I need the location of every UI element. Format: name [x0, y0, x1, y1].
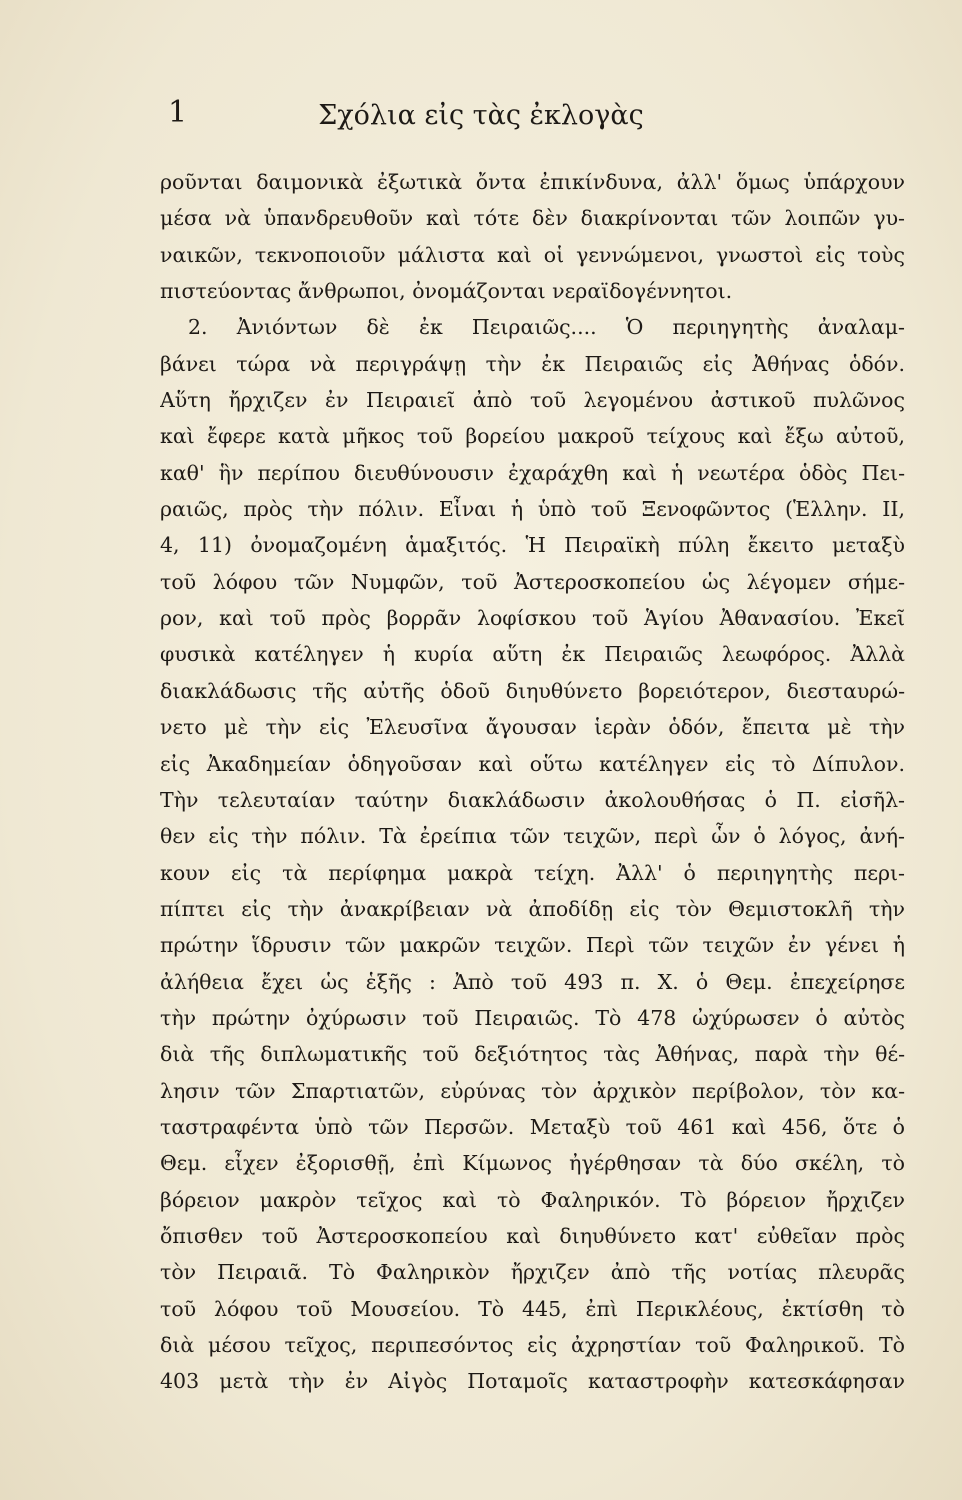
text-line: διακλάδωσις τῆς αὐτῆς ὁδοῦ διηυθύνετο βορειότερον, διεσταυρώ-	[160, 678, 905, 703]
text-line: 4, 11) ὀνομαζομένη ἁμαξιτός. Ἡ Πειραϊκὴ πύλη ἔκειτο μεταξὺ	[160, 533, 905, 558]
text-line: 403 μετὰ τὴν ἐν Αἰγὸς Ποταμοῖς καταστροφὴν κατεσκάφησαν	[160, 1369, 905, 1394]
text-line: Θεμ. εἶχεν ἐξορισθῇ, ἐπὶ Κίμωνος ἠγέρθησαν τὰ δύο σκέλη, τὸ	[160, 1151, 905, 1176]
text-line: τὸν Πειραιᾶ. Τὸ Φαληρικὸν ἤρχιζεν ἀπὸ τῆς νοτίας πλευρᾶς	[160, 1260, 905, 1285]
text-line: κουν εἰς τὰ περίφημα μακρὰ τείχη. Ἀλλ' ὁ περιηγητὴς περι-	[160, 860, 905, 885]
text-line: βάνει τώρα νὰ περιγράψῃ τὴν ἐκ Πειραιῶς εἰς Ἀθήνας ὁδόν.	[160, 351, 905, 376]
text-line: ὄπισθεν τοῦ Ἀστεροσκοπείου καὶ διηυθύνετο κατ' εὐθεῖαν πρὸς	[160, 1223, 905, 1248]
text-line: ἀλήθεια ἔχει ὡς ἑξῆς : Ἀπὸ τοῦ 493 π. Χ. ὁ Θεμ. ἐπεχείρησε	[160, 969, 905, 994]
text-line: μέσα νὰ ὑπανδρευθοῦν καὶ τότε δὲν διακρίνονται τῶν λοιπῶν γυ-	[160, 206, 905, 231]
text-line: πιστεύοντας ἄνθρωποι, ὀνομάζονται νεραϊδογέννητοι.	[160, 279, 733, 304]
text-line: ροῦνται δαιμονικὰ ἐξωτικὰ ὄντα ἐπικίνδυνα, ἀλλ' ὅμως ὑπάρχουν	[160, 170, 905, 194]
text-line: εἰς Ἀκαδημείαν ὁδηγοῦσαν καὶ οὕτω κατέληγεν εἰς τὸ Δίπυλον.	[160, 751, 905, 776]
text-line: φυσικὰ κατέληγεν ἡ κυρία αὕτη ἐκ Πειραιῶς λεωφόρος. Ἀλλὰ	[160, 642, 905, 667]
body-text	[160, 164, 905, 1400]
text-line: νετο μὲ τὴν εἰς Ἐλευσῖνα ἄγουσαν ἱερὰν ὁδόν, ἔπειτα μὲ τὴν	[160, 715, 905, 740]
text-line: τοῦ λόφου τοῦ Μουσείου. Τὸ 445, ἐπὶ Περικλέους, ἐκτίσθη τὸ	[160, 1296, 905, 1321]
text-line: 2. Ἀνιόντων δὲ ἐκ Πειραιῶς.... Ὁ περιηγητὴς ἀναλαμ-	[188, 315, 905, 340]
page-number: 1	[168, 95, 188, 130]
text-line: λησιν τῶν Σπαρτιατῶν, εὐρύνας τὸν ἀρχικὸν περίβολον, τὸν κα-	[160, 1078, 905, 1103]
text-line: θεν εἰς τὴν πόλιν. Τὰ ἐρείπια τῶν τειχῶν, περὶ ὧν ὁ λόγος, ἀνή-	[160, 824, 905, 849]
text-line: βόρειον μακρὸν τεῖχος καὶ τὸ Φαληρικόν. Τὸ βόρειον ἤρχιζεν	[160, 1187, 905, 1212]
text-line: τοῦ λόφου τῶν Νυμφῶν, τοῦ Ἀστεροσκοπείου ὡς λέγομεν σήμε-	[160, 569, 905, 594]
text-line: ναικῶν, τεκνοποιοῦν μάλιστα καὶ οἱ γεννώμενοι, γνωστοὶ εἰς τοὺς	[160, 242, 905, 267]
page-header	[0, 96, 962, 146]
text-line: τὴν πρώτην ὀχύρωσιν τοῦ Πειραιῶς. Τὸ 478 ὠχύρωσεν ὁ αὐτὸς	[160, 1005, 905, 1030]
text-line: ραιῶς, πρὸς τὴν πόλιν. Εἶναι ἡ ὑπὸ τοῦ Ξενοφῶντος (Ἑλλην. II,	[160, 497, 905, 522]
text-line: πίπτει εἰς τὴν ἀνακρίβειαν νὰ ἀποδίδῃ εἰς τὸν Θεμιστοκλῆ τὴν	[160, 896, 905, 921]
text-line: ρον, καὶ τοῦ πρὸς βορρᾶν λοφίσκου τοῦ Ἁγίου Ἀθανασίου. Ἐκεῖ	[160, 606, 905, 631]
text-line: καθ' ἣν περίπου διευθύνουσιν ἐχαράχθη καὶ ἡ νεωτέρα ὁδὸς Πει-	[160, 460, 905, 485]
text-line: διὰ μέσου τεῖχος, περιπεσόντος εἰς ἀχρηστίαν τοῦ Φαληρικοῦ. Τὸ	[160, 1333, 905, 1357]
text-line: ταστραφέντα ὑπὸ τῶν Περσῶν. Μεταξὺ τοῦ 461 καὶ 456, ὅτε ὁ	[160, 1114, 905, 1139]
text-line: καὶ ἔφερε κατὰ μῆκος τοῦ βορείου μακροῦ τείχους καὶ ἔξω αὐτοῦ,	[160, 424, 905, 449]
text-line: Τὴν τελευταίαν ταύτην διακλάδωσιν ἀκολουθήσας ὁ Π. εἰσῆλ-	[160, 787, 905, 812]
running-title: Σχόλια εἰς τὰς ἐκλογὰς	[318, 100, 644, 131]
text-line: διὰ τῆς διπλωματικῆς τοῦ δεξιότητος τὰς Ἀθήνας, παρὰ τὴν θέ-	[160, 1042, 905, 1067]
text-line: Αὕτη ἤρχιζεν ἐν Πειραιεῖ ἀπὸ τοῦ λεγομένου ἀστικοῦ πυλῶνος	[160, 388, 905, 413]
text-line: πρώτην ἵδρυσιν τῶν μακρῶν τειχῶν. Περὶ τῶν τειχῶν ἐν γένει ἡ	[160, 933, 905, 958]
